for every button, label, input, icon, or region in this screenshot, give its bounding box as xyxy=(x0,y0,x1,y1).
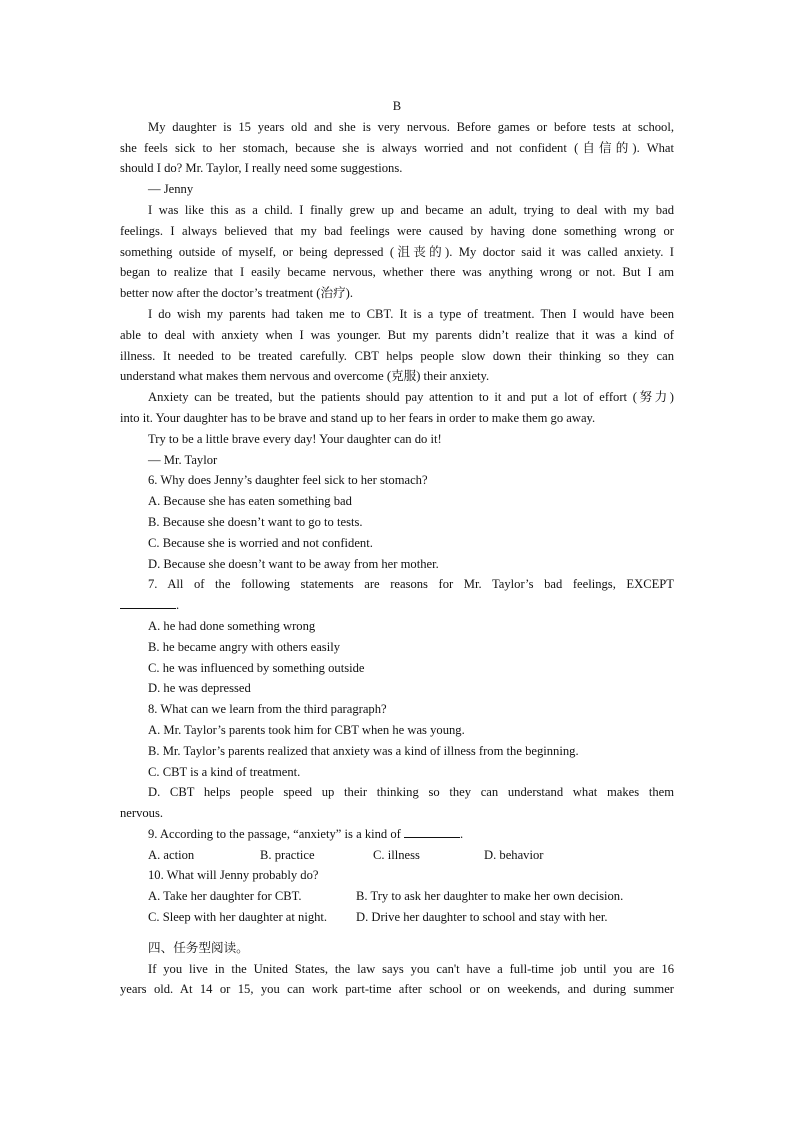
answer-option: B. he became angry with others easily xyxy=(148,639,340,654)
document-page xyxy=(120,96,674,1000)
answer-option: B. Try to ask her daughter to make her own decision. xyxy=(356,889,624,904)
text-line: better now after the doctor’s treatment (治疗). xyxy=(120,286,354,301)
reply-paragraph-2 xyxy=(120,304,674,387)
answer-option: C. Sleep with her daughter at night. xyxy=(148,910,328,925)
answer-option: B. Because she doesn’t want to go to tests. xyxy=(148,514,363,529)
section-4-paragraph xyxy=(120,959,674,1001)
question-8 xyxy=(120,699,674,824)
stem-text: 9. According to the passage, “anxiety” is a kind of xyxy=(148,826,405,841)
text-line: My daughter is 15 years old and she is very nervous. Before games or before tests at school, xyxy=(148,119,674,134)
stem-tail: . xyxy=(176,598,180,613)
question-stem xyxy=(120,824,674,845)
answer-option: C. Because she is worried and not confident. xyxy=(148,535,373,550)
answer-option: D. he was depressed xyxy=(148,681,251,696)
answer-option-continuation: nervous. xyxy=(120,806,164,821)
text-line: illness. It needed to be treated carefully. CBT helps people slow down their thinking so they can xyxy=(120,348,674,363)
question-10 xyxy=(120,865,674,927)
answer-option: A. action xyxy=(148,847,195,862)
answer-option: A. he had done something wrong xyxy=(148,618,316,633)
answer-option: C. CBT is a kind of treatment. xyxy=(148,764,301,779)
question-stem: 8. What can we learn from the third paragraph? xyxy=(148,702,387,717)
stem-tail: . xyxy=(460,826,464,841)
answer-option: A. Mr. Taylor’s parents took him for CBT when he was young. xyxy=(148,722,465,737)
answer-option: A. Take her daughter for CBT. xyxy=(148,889,302,904)
question-stem: 6. Why does Jenny’s daughter feel sick to her stomach? xyxy=(148,473,428,488)
text-line: If you live in the United States, the law says you can't have a full-time job until you are 16 xyxy=(148,961,674,976)
text-line: I do wish my parents had taken me to CBT. It is a type of treatment. Then I would have been xyxy=(148,306,674,321)
reply-paragraph-1 xyxy=(120,200,674,304)
text-line: feelings. I always believed that my bad feelings were caused by having done something wrong or xyxy=(120,223,674,238)
text-line: began to realize that I easily became nervous, whether there was anything wrong or not. But I am xyxy=(120,265,674,280)
answer-option: D. Because she doesn’t want to be away from her mother. xyxy=(148,556,439,571)
question-9 xyxy=(120,824,674,866)
question-stem: 10. What will Jenny probably do? xyxy=(148,868,319,883)
text-line: something outside of myself, or being depressed (沮丧的). My doctor said it was called anxiety. I xyxy=(120,244,674,259)
answer-option: D. behavior xyxy=(484,847,544,862)
answer-option: C. illness xyxy=(373,847,420,862)
answer-option: A. Because she has eaten something bad xyxy=(148,494,352,509)
text-line: understand what makes them nervous and overcome (克服) their anxiety. xyxy=(120,369,490,384)
question-stem: 7. All of the following statements are reasons for Mr. Taylor’s bad feelings, EXCEPT xyxy=(148,577,674,592)
reply-paragraph-3 xyxy=(120,387,674,429)
options-row xyxy=(120,886,674,907)
question-blank-line xyxy=(120,595,674,616)
text-line: Anxiety can be treated, but the patients should pay attention to it and put a lot of effort (努力) xyxy=(148,390,674,405)
reply-paragraph-4: Try to be a little brave every day! Your daughter can do it! xyxy=(148,431,442,446)
text-line: able to deal with anxiety when I was younger. But my parents didn’t realize that it was a kind of xyxy=(120,327,674,342)
answer-blank xyxy=(404,824,460,838)
question-6 xyxy=(120,470,674,574)
answer-option: D. Drive her daughter to school and stay with her. xyxy=(356,910,608,925)
text-line: she feels sick to her stomach, because she is always worried and not confident (自信的). What xyxy=(120,140,674,155)
question-7 xyxy=(120,574,674,699)
answer-option: D. CBT helps people speed up their thinking so they can understand what makes them xyxy=(148,785,674,800)
section-heading: 四、任务型阅读。 xyxy=(148,940,249,955)
answer-option: B. Mr. Taylor’s parents realized that anxiety was a kind of illness from the beginning. xyxy=(148,743,579,758)
answer-option: B. practice xyxy=(260,847,315,862)
text-line: should I do? Mr. Taylor, I really need some suggestions. xyxy=(120,161,403,176)
text-line: years old. At 14 or 15, you can work part-time after school or on weekends, and during summer xyxy=(120,982,674,997)
letter-signature: — Jenny xyxy=(148,182,194,197)
answer-blank xyxy=(120,595,176,609)
section-label: B xyxy=(392,99,402,113)
section-gap xyxy=(120,928,674,938)
options-row xyxy=(120,907,674,928)
options-row xyxy=(120,845,674,866)
letter-paragraph xyxy=(120,117,674,179)
reply-signature: — Mr. Taylor xyxy=(148,452,218,467)
text-line: into it. Your daughter has to be brave and stand up to her fears in order to make them go away. xyxy=(120,410,596,425)
answer-option: C. he was influenced by something outside xyxy=(148,660,365,675)
text-line: I was like this as a child. I finally grew up and became an adult, trying to deal with my bad xyxy=(148,202,674,217)
